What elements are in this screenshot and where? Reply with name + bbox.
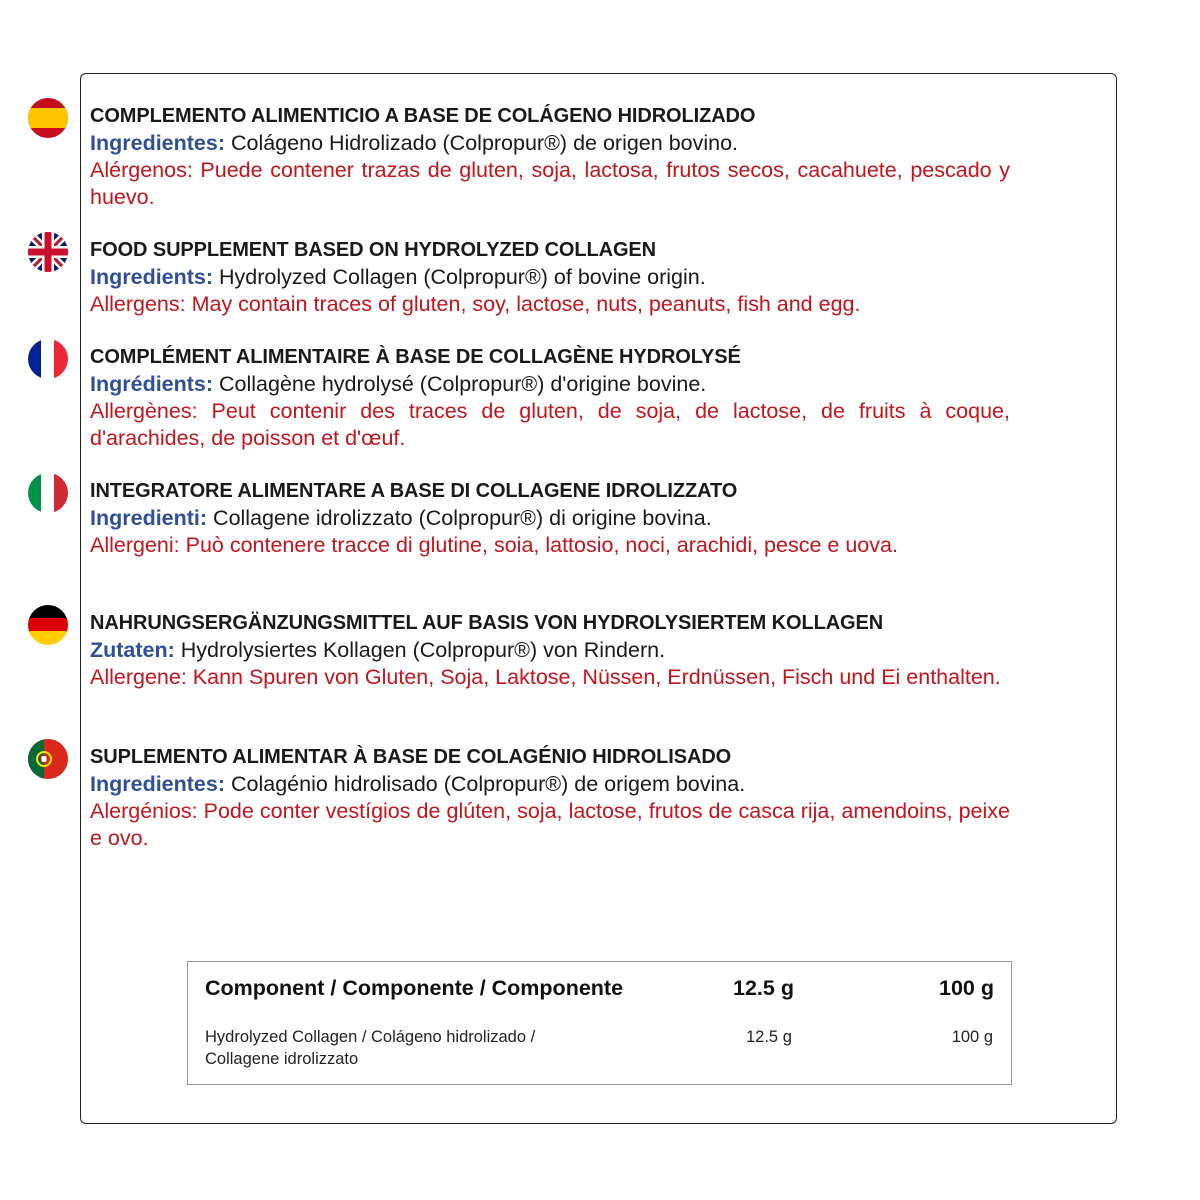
section-portuguese [90, 744, 1010, 852]
table-cell-serving: 12.5 g [746, 1028, 792, 1046]
section-heading: COMPLÉMENT ALIMENTAIRE À BASE DE COLLAGÈNE HYDROLYSÉ [90, 346, 741, 368]
section-italian [90, 478, 1010, 559]
table-cell-component: Hydrolyzed Collagen / Colágeno hidrolizado / Collagene idrolizzato [205, 1028, 536, 1068]
allergens-text: Allergeni: Può contenere tracce di glutine, soia, lattosio, noci, arachidi, pesce e uova. [90, 533, 898, 557]
uk-flag-icon [28, 232, 68, 272]
table-cell-100g: 100 g [951, 1028, 993, 1046]
section-french [90, 344, 1010, 452]
section-heading: NAHRUNGSERGÄNZUNGSMITTEL AUF BASIS VON HYDROLYSIERTEM KOLLAGEN [90, 612, 884, 634]
portugal-flag-icon [28, 739, 68, 779]
ingredients-line [90, 130, 1010, 157]
table-header-100g: 100 g [939, 976, 994, 1000]
ingredients-text: Colágeno Hidrolizado (Colpropur®) de origen bovino. [225, 131, 739, 155]
section-german [90, 610, 1010, 691]
composition-table [187, 961, 1012, 1085]
ingredients-text: Hydrolyzed Collagen (Colpropur®) of bovine origin. [213, 265, 706, 289]
ingredients-label: Ingredients: [90, 265, 214, 289]
ingredients-line [90, 637, 1010, 664]
section-heading: COMPLEMENTO ALIMENTICIO A BASE DE COLÁGENO HIDROLIZADO [90, 105, 756, 127]
section-heading: SUPLEMENTO ALIMENTAR À BASE DE COLAGÉNIO HIDROLISADO [90, 746, 732, 768]
ingredients-line [90, 771, 1010, 798]
section-english [90, 237, 1010, 318]
ingredients-text: Hydrolysiertes Kollagen (Colpropur®) von Rindern. [174, 638, 666, 662]
allergens-text: Allergens: May contain traces of gluten, soy, lactose, nuts, peanuts, fish and egg. [90, 292, 861, 316]
ingredients-label: Zutaten: [90, 638, 175, 662]
section-heading: INTEGRATORE ALIMENTARE A BASE DI COLLAGENE IDROLIZZATO [90, 480, 738, 502]
allergens-text: Alérgenos: Puede contener trazas de gluten, soja, lactosa, frutos secos, cacahuete, pescado y huevo. [90, 158, 1010, 209]
ingredients-line [90, 264, 1010, 291]
allergens-text: Allergènes: Peut contenir des traces de gluten, de soja, de lactose, de fruits à coque, d'arachides, de poisson et d'œuf. [90, 399, 1010, 450]
france-flag-icon [28, 339, 68, 379]
ingredients-text: Collagène hydrolysé (Colpropur®) d'origine bovine. [213, 372, 707, 396]
table-header-component: Component / Componente / Componente [205, 976, 624, 1000]
ingredients-label: Ingrédients: [90, 372, 214, 396]
table-header-serving: 12.5 g [733, 976, 794, 1000]
ingredients-line [90, 371, 1010, 398]
allergens-text: Alergénios: Pode conter vestígios de glúten, soja, lactose, frutos de casca rija, amendoins, peixe e ovo. [90, 799, 1010, 850]
ingredients-label: Ingredientes: [90, 772, 225, 796]
italy-flag-icon [28, 473, 68, 513]
ingredients-text: Collagene idrolizzato (Colpropur®) di origine bovina. [207, 506, 712, 530]
germany-flag-icon [28, 605, 68, 645]
section-heading: FOOD SUPPLEMENT BASED ON HYDROLYZED COLLAGEN [90, 239, 657, 261]
section-spanish [90, 103, 1010, 211]
ingredients-text: Colagénio hidrolisado (Colpropur®) de origem bovina. [225, 772, 746, 796]
spain-flag-icon [28, 98, 68, 138]
ingredients-label: Ingredientes: [90, 131, 225, 155]
allergens-text: Allergene: Kann Spuren von Gluten, Soja, Laktose, Nüssen, Erdnüssen, Fisch und Ei enthalten. [90, 665, 1001, 689]
ingredients-line [90, 505, 1010, 532]
ingredients-label: Ingredienti: [90, 506, 208, 530]
